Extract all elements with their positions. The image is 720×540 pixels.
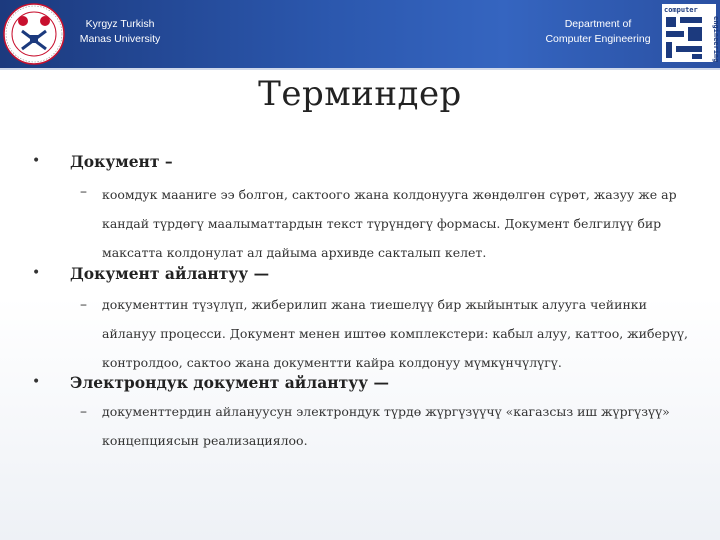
description-3: документтердин айлануусун электрондук түрдө жүргүзүүчү «кагазсыз иш жүргүзүү» концепциясын реализациялоо. bbox=[102, 404, 670, 448]
slide-title: Терминдер bbox=[258, 74, 462, 114]
bullet-2: • bbox=[32, 265, 41, 281]
university-line-1: Kyrgyz Turkish bbox=[85, 18, 155, 30]
university-name bbox=[78, 17, 162, 47]
department-line-2: Computer Engineering bbox=[545, 33, 651, 45]
dash-2: – bbox=[80, 297, 87, 313]
description-1: коомдук мааниге ээ болгон, сактоого жана колдонууга жөндөлгөн сүрөт, жазуу же ар кандай түрдөгү маалыматтардын текст түрүндөгү формасы. Документ белгилүү бир максатта колдонулат ал дайыма архивде сакталып келет. bbox=[102, 187, 677, 260]
description-2: документтин түзүлүп, жиберилип жана тиешелүү бир жыйынтык алууга чейинки айлануу процесси. Документ менен иштөө комплекстери: кабыл алуу, каттоо, жиберүү, контролдоо, сактоо жана документти кайра колдонуу мүмкүнчүлүгү. bbox=[102, 297, 689, 370]
term-2: Документ айлантуу — bbox=[70, 264, 270, 283]
university-seal-icon bbox=[3, 3, 65, 65]
university-line-2: Manas University bbox=[79, 33, 161, 45]
term-3: Электрондук документ айлантуу — bbox=[70, 373, 389, 392]
department-logo-icon bbox=[662, 4, 720, 63]
bullet-1: • bbox=[32, 153, 41, 169]
dash-3: – bbox=[80, 404, 87, 420]
department-line-1: Department of bbox=[564, 18, 632, 30]
logo-text-engineering: engineering bbox=[712, 16, 720, 63]
term-1: Документ – bbox=[70, 152, 173, 171]
dash-1: – bbox=[80, 184, 87, 200]
department-name bbox=[538, 17, 658, 47]
bullet-3: • bbox=[32, 374, 41, 390]
header-bar bbox=[0, 0, 720, 70]
logo-text-computer: computer bbox=[664, 6, 698, 14]
